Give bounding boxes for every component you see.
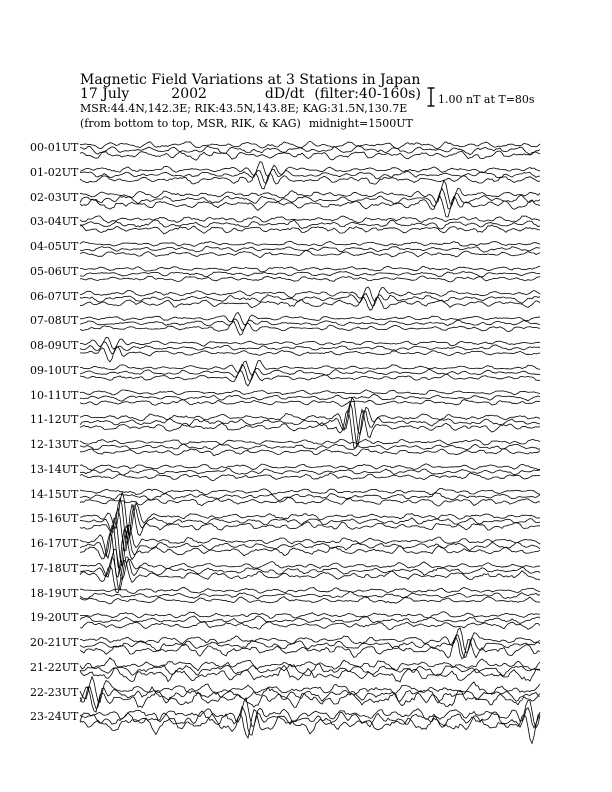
hour-row bbox=[80, 518, 540, 577]
hour-label: 11-12UT bbox=[30, 413, 79, 427]
hour-label: 20-21UT bbox=[30, 636, 79, 649]
trace-rik bbox=[80, 635, 540, 657]
hour-label: 12-13UT bbox=[30, 438, 79, 451]
hour-row bbox=[80, 549, 540, 593]
hour-label: 06-07UT bbox=[30, 289, 79, 303]
trace-msr bbox=[80, 622, 540, 630]
trace-rik bbox=[80, 557, 540, 590]
scale-label: 1.00 nT at T=80s bbox=[438, 93, 535, 106]
trace-rik bbox=[80, 499, 540, 544]
hour-label: 21-22UT bbox=[30, 660, 79, 674]
trace-rik bbox=[80, 403, 540, 446]
trace-msr bbox=[80, 196, 540, 217]
hour-label: 08-09UT bbox=[30, 339, 79, 352]
hour-row bbox=[80, 587, 540, 604]
chart-title: Magnetic Field Variations at 3 Stations in Japan bbox=[80, 72, 421, 88]
trace-msr bbox=[80, 400, 540, 407]
hour-label: 10-11UT bbox=[30, 388, 79, 402]
hour-label: 02-03UT bbox=[30, 190, 79, 204]
trace-rik bbox=[80, 394, 540, 401]
hour-label: 04-05UT bbox=[30, 240, 79, 253]
trace-msr bbox=[80, 597, 540, 605]
hour-label: 18-19UT bbox=[30, 586, 79, 600]
trace-msr bbox=[80, 497, 540, 506]
hour-row bbox=[80, 216, 540, 234]
hour-row bbox=[80, 612, 540, 630]
hour-label: 07-08UT bbox=[30, 314, 79, 328]
trace-msr bbox=[80, 173, 540, 189]
trace-rik bbox=[80, 169, 540, 183]
hour-label: 03-04UT bbox=[30, 215, 79, 229]
hour-row bbox=[80, 677, 540, 713]
hour-label: 01-02UT bbox=[30, 165, 79, 179]
trace-rik bbox=[80, 220, 540, 229]
trace-kag bbox=[80, 287, 540, 301]
hour-label: 15-16UT bbox=[30, 512, 79, 526]
trace-kag bbox=[80, 698, 540, 728]
hour-label: 23-24UT bbox=[30, 710, 79, 724]
hour-label: 16-17UT bbox=[30, 537, 79, 550]
hour-row bbox=[80, 628, 540, 659]
trace-kag bbox=[80, 266, 540, 272]
hour-row bbox=[80, 464, 540, 481]
hour-row bbox=[80, 312, 540, 335]
trace-msr bbox=[80, 530, 540, 577]
quantity-label: dD/dt bbox=[264, 86, 305, 102]
trace-kag bbox=[80, 241, 540, 246]
hour-row bbox=[80, 360, 540, 386]
trace-msr bbox=[80, 225, 540, 234]
trace-kag bbox=[80, 390, 540, 395]
hour-row bbox=[80, 439, 540, 455]
year-label: 2002 bbox=[171, 86, 207, 102]
trace-msr bbox=[80, 449, 540, 456]
filter-label: (filter:40-160s) bbox=[314, 86, 421, 102]
trace-rik bbox=[80, 468, 540, 475]
hour-row bbox=[80, 241, 540, 258]
trace-msr bbox=[80, 347, 540, 362]
hour-label: 05-06UT bbox=[30, 264, 79, 278]
trace-rik bbox=[80, 247, 540, 253]
stations-line: MSR:44.4N,142.3E; RIK:43.5N,143.8E; KAG:31.5N,130.7E bbox=[80, 102, 408, 115]
trace-rik bbox=[80, 145, 540, 154]
traces bbox=[80, 141, 540, 743]
hour-row bbox=[80, 397, 540, 448]
trace-rik bbox=[80, 707, 540, 735]
trace-kag bbox=[80, 488, 540, 494]
trace-kag bbox=[80, 360, 540, 375]
trace-rik bbox=[80, 189, 540, 210]
scale-bar bbox=[428, 88, 435, 106]
trace-kag bbox=[80, 162, 540, 177]
trace-kag bbox=[80, 587, 540, 593]
hour-row bbox=[80, 492, 540, 550]
trace-kag bbox=[80, 439, 540, 445]
trace-msr bbox=[80, 504, 540, 550]
trace-kag bbox=[80, 181, 540, 205]
trace-kag bbox=[80, 216, 540, 223]
trace-rik bbox=[80, 293, 540, 306]
trace-msr bbox=[80, 473, 540, 481]
hour-label: 00-01UT bbox=[30, 141, 79, 154]
hour-row bbox=[80, 141, 540, 160]
hour-row bbox=[80, 337, 540, 362]
trace-msr bbox=[80, 687, 540, 712]
hour-row bbox=[80, 181, 540, 217]
hour-row bbox=[80, 266, 540, 282]
hour-label: 19-20UT bbox=[30, 611, 79, 625]
hour-label: 13-14UT bbox=[30, 462, 79, 476]
hour-row bbox=[80, 488, 540, 506]
order-note: (from bottom to top, MSR, RIK, & KAG) bbox=[80, 117, 301, 130]
date-label: 17 July bbox=[80, 86, 130, 102]
hour-row bbox=[80, 390, 540, 407]
hour-row bbox=[80, 287, 540, 310]
hour-label: 14-15UT bbox=[30, 487, 79, 501]
trace-msr bbox=[80, 151, 540, 160]
hour-label: 22-23UT bbox=[30, 685, 79, 699]
trace-msr bbox=[80, 250, 540, 258]
hour-label: 17-18UT bbox=[30, 561, 79, 575]
hour-row bbox=[80, 658, 540, 682]
trace-rik bbox=[80, 444, 540, 450]
trace-msr bbox=[80, 276, 540, 282]
trace-rik bbox=[80, 591, 540, 599]
trace-rik bbox=[80, 616, 540, 624]
hour-row bbox=[80, 162, 540, 189]
hour-label: 09-10UT bbox=[30, 363, 79, 377]
midnight-note: midnight=1500UT bbox=[308, 117, 413, 130]
hour-row bbox=[80, 698, 540, 744]
